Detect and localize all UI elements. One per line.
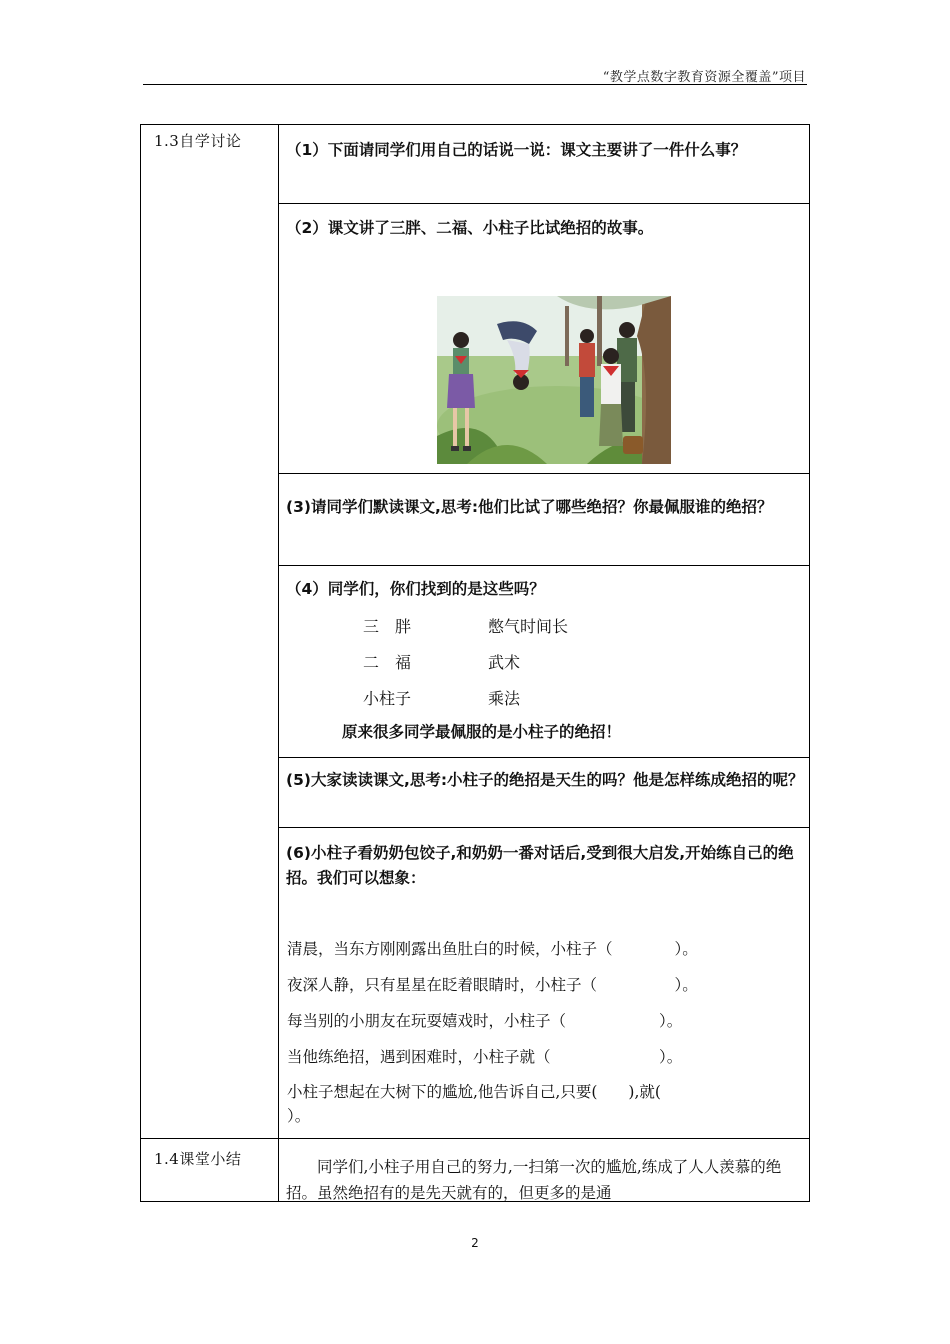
question-1: （1）下面请同学们用自己的话说一说：课文主要讲了一件什么事？: [286, 141, 747, 159]
header-rule: [143, 84, 807, 85]
question-3: (3)请同学们默读课文,思考:他们比试了哪些绝招？你最佩服谁的绝招？: [286, 498, 773, 516]
fill-in-line-continued: ）。: [287, 1107, 311, 1125]
character-skill: 乘法: [488, 689, 521, 708]
character-name: 二 福: [363, 653, 412, 672]
character-name: 三 胖: [363, 617, 412, 636]
row-divider: [278, 827, 810, 828]
section-label-summary: 1.4课堂小结: [154, 1150, 242, 1168]
fill-in-line: 清晨，当东方刚刚露出鱼肚白的时候，小柱子（ ）。: [287, 940, 698, 958]
header-project-title: “教学点数字教育资源全覆盖”项目: [602, 70, 806, 85]
fill-in-line: 当他练绝招，遇到困难时，小柱子就（ ）。: [287, 1048, 683, 1066]
question-4-intro: （4）同学们，你们找到的是这些吗？: [286, 580, 545, 598]
lesson-illustration: [437, 296, 671, 464]
question-6: (6)小柱子看奶奶包饺子,和奶奶一番对话后,受到很大启发,开始练自己的绝招。我们可以想象：: [286, 844, 794, 887]
table-border-top: [140, 124, 810, 125]
section-label-self-study: 1.3自学讨论: [154, 132, 242, 150]
table-border-left: [140, 124, 141, 1202]
fill-in-line: 夜深人静，只有星星在眨着眼睛时，小柱子（ ）。: [287, 976, 698, 994]
character-name: 小柱子: [363, 689, 412, 708]
lesson-table: [140, 124, 810, 1202]
character-skill: 武术: [488, 653, 521, 672]
row-divider: [278, 565, 810, 566]
section-divider: [140, 1138, 810, 1139]
summary-text: 同学们,小柱子用自己的努力,一扫第一次的尴尬,练成了人人羡慕的绝招。虽然绝招有的是先天就有的，但更多的是通: [286, 1158, 782, 1202]
row-divider: [278, 757, 810, 758]
question-4-conclusion: 原来很多同学最佩服的是小柱子的绝招！: [342, 723, 622, 741]
row-divider: [278, 203, 810, 204]
table-border-right: [809, 124, 810, 1202]
page-number: 2: [471, 1236, 479, 1250]
fill-in-line: 小柱子想起在大树下的尴尬,他告诉自己,只要( ),就(: [287, 1083, 661, 1101]
fill-in-line: 每当别的小朋友在玩耍嬉戏时，小柱子（ ）。: [287, 1012, 683, 1030]
row-divider: [278, 473, 810, 474]
table-divider-column: [278, 124, 279, 1202]
character-skill: 憋气时间长: [488, 617, 569, 636]
question-2: （2）课文讲了三胖、二福、小柱子比试绝招的故事。: [286, 219, 654, 237]
question-5: (5)大家读读课文,思考:小柱子的绝招是天生的吗？他是怎样练成绝招的呢？: [286, 771, 804, 789]
